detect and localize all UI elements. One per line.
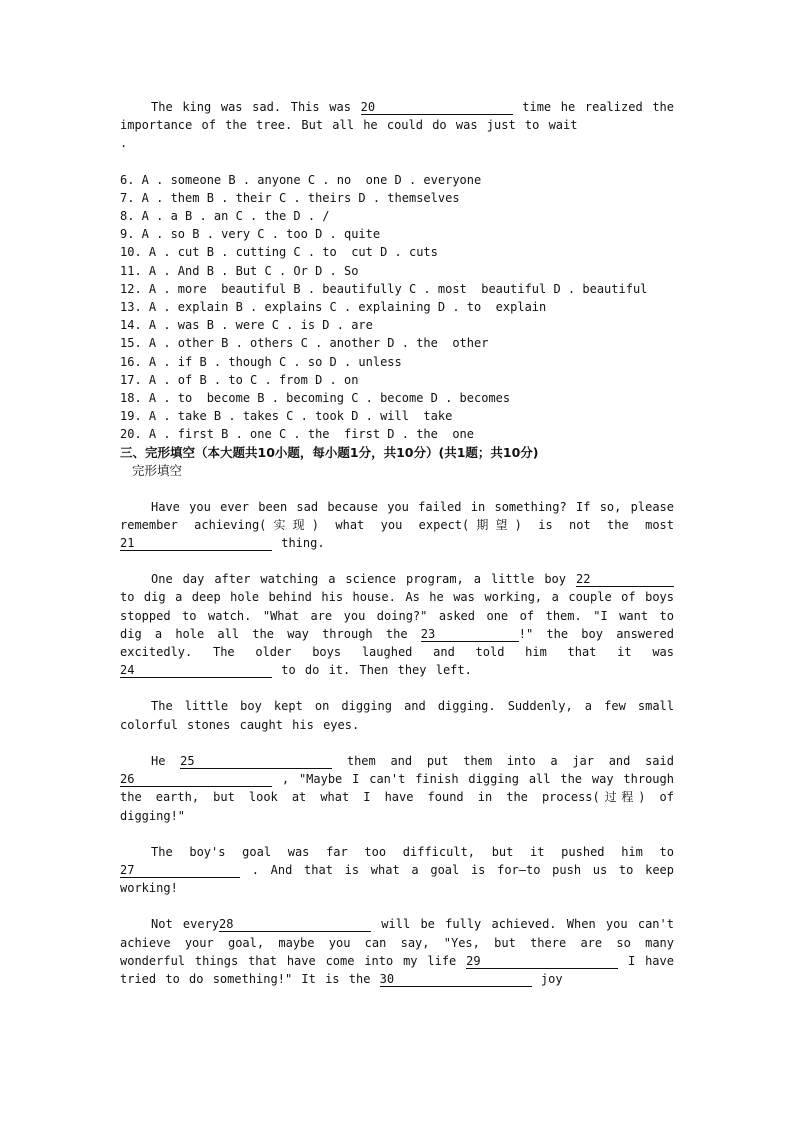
blank-29: 29: [466, 954, 618, 969]
spacer: [120, 552, 674, 570]
section-subheading: 完形填空: [132, 462, 183, 478]
section-heading: 三、完形填空（本大题共10小题，每小题1分，共10分）(共1题；共10分): [120, 444, 539, 460]
option-line: 12. A . more beautiful B . beautifully C . most beautiful D . beautiful: [120, 281, 648, 296]
option-line: 9. A . so B . very C . too D . quite: [120, 227, 381, 242]
blank-20: 20: [361, 100, 513, 115]
option-line: 6. A . someone B . anyone C . no one D . everyone: [120, 172, 482, 187]
cloze-paragraph-3: [120, 697, 674, 733]
blank-22: 22: [576, 572, 674, 587]
blank-27: 27: [120, 863, 240, 878]
blank-26: 26: [120, 772, 272, 787]
blank-21: 21: [120, 536, 272, 551]
option-line: 7. A . them B . their C . theirs D . themselves: [120, 190, 460, 205]
paragraph-text: I have tried to do something!" It is the: [120, 953, 674, 986]
option-line: 16. A . if B . though C . so D . unless: [120, 354, 402, 369]
paragraph-text: !" the boy answered excitedly. The older boys laughed and told him that it was: [120, 626, 674, 660]
intro-trailing-dot: .: [120, 136, 128, 151]
option-line: 19. A . take B . takes C . took D . will take: [120, 409, 453, 424]
cloze-paragraph-6: [120, 915, 674, 988]
paragraph-text: Not every: [151, 917, 220, 932]
cloze-paragraph-4: [120, 752, 674, 825]
option-line: 14. A . was B . were C . is D . are: [120, 318, 373, 333]
spacer: [120, 679, 674, 697]
paragraph-text: to do it. Then they left.: [281, 663, 472, 678]
option-line: 18. A . to become B . becoming C . become D . becomes: [120, 391, 511, 406]
blank-28: 28: [219, 917, 371, 932]
spacer: [120, 153, 674, 171]
option-line: 10. A . cut B . cutting C . to cut D . cuts: [120, 245, 438, 260]
spacer: [120, 897, 674, 915]
blank-24: 24: [120, 663, 272, 678]
intro-text-before: The king was sad. This was: [151, 100, 351, 114]
intro-text-after: time he realized the importance of the tree. But all he could do was just to wait: [120, 100, 674, 133]
paragraph-text: . And that is what a goal is for—to push us to keep working!: [120, 862, 674, 896]
paragraph-text: The boy's goal was far too difficult, but it pushed him to: [151, 844, 674, 859]
option-line: 17. A . of B . to C . from D . on: [120, 372, 359, 387]
paragraph-text: He: [151, 753, 166, 768]
cloze-paragraph-1: [120, 498, 674, 553]
blank-23: 23: [421, 627, 519, 642]
paragraph-text: will be fully achieved. When you can't achieve your goal, maybe you can say, "Yes, but there are so many wonderful things that have come into my life: [120, 917, 674, 968]
paragraph-text: The little boy kept on digging and digging. Suddenly, a few small colorful stones caught his eyes.: [120, 699, 674, 732]
paragraph-text: joy: [540, 971, 563, 986]
spacer: [120, 825, 674, 843]
cloze-paragraph-5: [120, 843, 674, 898]
options-list: [120, 171, 674, 444]
cloze-paragraph-2: [120, 570, 674, 679]
option-line: 15. A . other B . others C . another D . the other: [120, 336, 489, 351]
blank-30: 30: [380, 972, 532, 987]
paragraph-text: to dig a deep hole behind his house. As he was working, a couple of boys stopped to watch. "What are you doing?" asked one of them. "I want to dig a hole all the way through the: [120, 590, 674, 641]
spacer: [120, 734, 674, 752]
option-line: 13. A . explain B . explains C . explaining D . to explain: [120, 300, 547, 315]
paragraph-text: them and put them into a jar and said: [346, 753, 674, 768]
paragraph-text: , "Maybe I can't finish digging all the way through the earth, but look at what I have found in the process(过程) of digging!": [120, 772, 674, 823]
paragraph-text: One day after watching a science program, a little boy: [151, 572, 566, 587]
option-line: 11. A . And B . But C . Or D . So: [120, 263, 359, 278]
spacer: [120, 480, 674, 498]
document-page: [120, 98, 674, 988]
blank-25: 25: [180, 754, 332, 769]
intro-paragraph: [120, 98, 674, 134]
option-line: 8. A . a B . an C . the D . /: [120, 209, 330, 224]
option-line: 20. A . first B . one C . the first D . the one: [120, 427, 475, 442]
paragraph-text: thing.: [281, 536, 325, 551]
paragraph-text: Have you ever been sad because you failed in something? If so, please remember achieving(实现) what you expect(期望) is not the most: [120, 499, 674, 532]
